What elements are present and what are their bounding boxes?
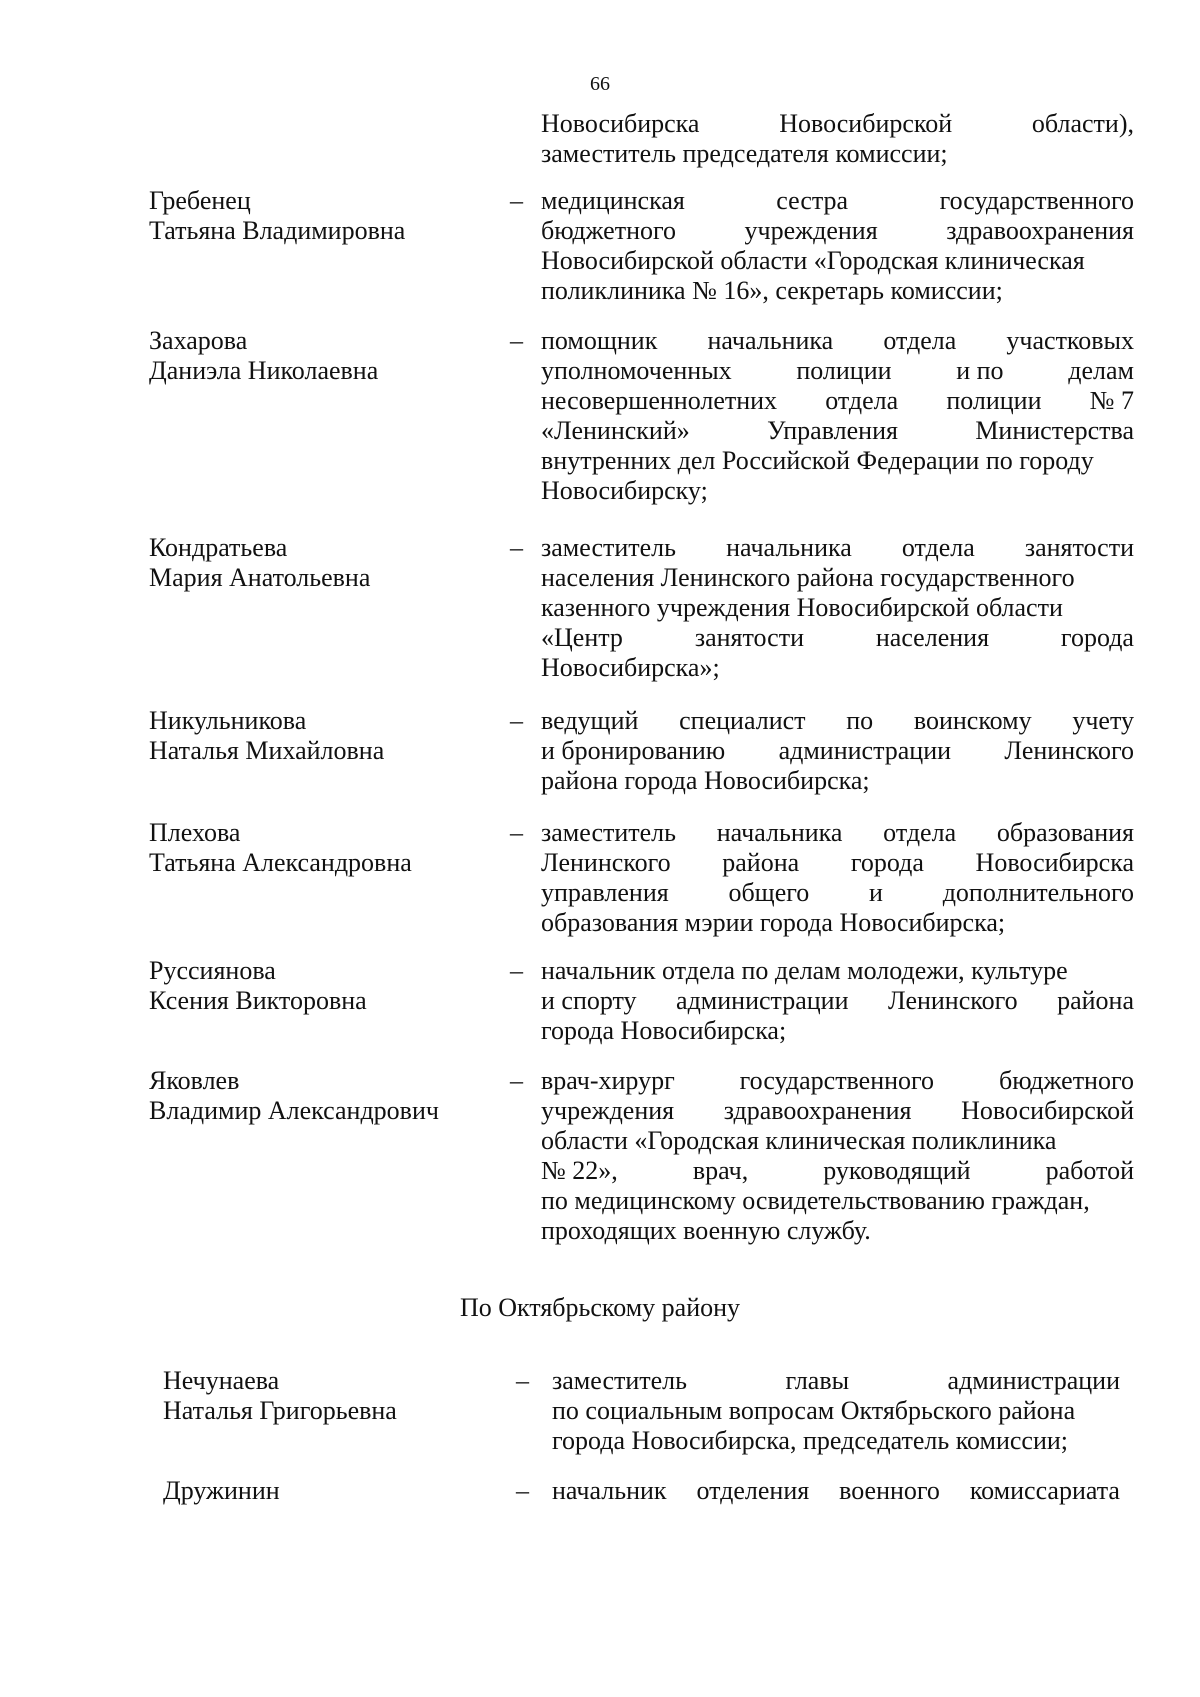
word: Министерства [975, 416, 1134, 445]
text-line [541, 138, 948, 170]
word: специалист [679, 706, 806, 735]
text-line [541, 955, 1068, 987]
member-given-names: Татьяна Владимировна [149, 216, 406, 245]
word: № 22», [541, 1156, 618, 1185]
text-line [541, 1095, 1134, 1127]
member-surname: Плехова [149, 818, 241, 847]
word: здравоохранения [946, 216, 1134, 245]
word: здравоохранения [723, 1096, 912, 1125]
text-line [541, 1215, 871, 1247]
word: и спорту [541, 986, 637, 1015]
word: «Ленинский» [541, 416, 690, 445]
word: города [1060, 623, 1134, 652]
text-line [541, 415, 1134, 447]
text-line [541, 1015, 786, 1047]
word: начальника [716, 818, 843, 847]
word: отдела [883, 326, 957, 355]
word: сестра [776, 186, 849, 215]
member-surname: Захарова [149, 326, 248, 355]
word: района города Новосибирска; [541, 766, 870, 795]
section-heading: По Октябрьскому району [459, 1293, 741, 1322]
word: военного [839, 1476, 940, 1505]
word: отдела [825, 386, 899, 415]
word: области «Городская клиническая поликлиника [541, 1126, 1057, 1155]
word: администрации [676, 986, 849, 1015]
word: № 7 [1089, 386, 1134, 415]
word: населения Ленинского района государственного [541, 563, 1075, 592]
text-line [541, 1125, 1056, 1157]
member-surname: Никульникова [149, 706, 307, 735]
text-line [541, 385, 1134, 417]
text-line [541, 985, 1134, 1017]
word: ведущий [541, 706, 639, 735]
word: администрации [778, 736, 952, 765]
word: и [869, 878, 883, 907]
text-line [541, 562, 1075, 594]
member-surname: Кондратьева [149, 533, 288, 562]
text-line [541, 275, 1003, 307]
member-surname: Яковлев [149, 1066, 240, 1095]
text-line [541, 1185, 1090, 1217]
word: бюджетного [998, 1066, 1134, 1095]
word: поликлиника № 16», секретарь комиссии; [541, 276, 1003, 305]
dash-separator: – [510, 533, 523, 562]
word: дополнительного [942, 878, 1134, 907]
word: уполномоченных [541, 356, 732, 385]
text-line [541, 1065, 1134, 1097]
word: администрации [947, 1366, 1120, 1395]
word: Новосибирской области «Городская клиническая [541, 246, 1085, 275]
word: учету [1072, 706, 1134, 735]
text-line [541, 765, 870, 797]
word: Ленинского [887, 986, 1018, 1015]
word: Новосибирска [541, 109, 700, 138]
member-given-names: Татьяна Александровна [149, 848, 412, 877]
dash-separator: – [510, 186, 523, 215]
word: комиссариата [969, 1476, 1120, 1505]
dash-separator: – [510, 326, 523, 355]
word: учреждения [541, 1096, 675, 1125]
word: помощник [541, 326, 658, 355]
page-number: 66 [590, 73, 610, 95]
word: Новосибирска»; [541, 653, 720, 682]
word: работой [1045, 1156, 1134, 1185]
word: Управления [767, 416, 898, 445]
member-given-names: Ксения Викторовна [149, 986, 367, 1015]
word: образования [996, 818, 1134, 847]
text-line [552, 1395, 1075, 1427]
word: занятости [694, 623, 804, 652]
word: образования мэрии города Новосибирска; [541, 908, 1006, 937]
word: города Новосибирска, председатель комиссии; [552, 1426, 1069, 1455]
text-line [541, 355, 1134, 387]
word: и бронированию [541, 736, 726, 765]
text-line [541, 847, 1134, 879]
word: государственного [939, 186, 1134, 215]
word: участковых [1006, 326, 1134, 355]
dash-separator: – [510, 1066, 523, 1095]
text-line [541, 245, 1085, 277]
word: Новосибирской [779, 109, 953, 138]
word: государственного [739, 1066, 935, 1095]
word: казенного учреждения Новосибирской области [541, 593, 1063, 622]
word: проходящих военную службу. [541, 1216, 871, 1245]
word: главы [785, 1366, 850, 1395]
text-line [552, 1365, 1120, 1397]
text-line [552, 1475, 1120, 1507]
member-given-names: Владимир Александрович [149, 1096, 439, 1125]
word: врач, [692, 1156, 749, 1185]
word: занятости [1024, 533, 1134, 562]
word: отделения [696, 1476, 810, 1505]
text-line [552, 1425, 1068, 1457]
text-line [541, 735, 1134, 767]
word: медицинская [541, 186, 685, 215]
text-line [541, 445, 1094, 477]
word: бюджетного [541, 216, 677, 245]
word: населения [875, 623, 990, 652]
word: «Центр [541, 623, 623, 652]
text-line [541, 817, 1134, 849]
text-line [541, 475, 708, 507]
word: воинскому [913, 706, 1032, 735]
word: управления [541, 878, 669, 907]
word: начальник отдела по делам молодежи, культуре [541, 956, 1068, 985]
word: заместитель председателя комиссии; [541, 139, 948, 168]
word: отдела [883, 818, 957, 847]
word: района [1057, 986, 1134, 1015]
word: по [846, 706, 874, 735]
member-given-names: Мария Анатольевна [149, 563, 371, 592]
word: заместитель [541, 818, 677, 847]
text-line [541, 907, 1005, 939]
word: начальник [552, 1476, 667, 1505]
dash-separator: – [516, 1476, 529, 1505]
word: Новосибирской [961, 1096, 1134, 1125]
member-given-names: Наталья Михайловна [149, 736, 385, 765]
text-line [541, 705, 1134, 737]
text-line [541, 652, 720, 684]
member-given-names: Наталья Григорьевна [163, 1396, 397, 1425]
text-line [541, 325, 1134, 357]
word: учреждения [744, 216, 878, 245]
word: отдела [901, 533, 975, 562]
word: заместитель [552, 1366, 688, 1395]
word: района [722, 848, 800, 877]
dash-separator: – [510, 956, 523, 985]
dash-separator: – [510, 818, 523, 847]
word: врач-хирург [541, 1066, 675, 1095]
word: начальника [726, 533, 852, 562]
text-line [541, 1155, 1134, 1187]
dash-separator: – [510, 706, 523, 735]
word: и по [956, 356, 1004, 385]
member-surname: Дружинин [163, 1476, 280, 1505]
word: города [850, 848, 924, 877]
member-given-names: Даниэла Николаевна [149, 356, 379, 385]
text-line [541, 215, 1134, 247]
word: общего [728, 878, 810, 907]
member-surname: Гребенец [149, 186, 251, 215]
word: Новосибирска [975, 848, 1134, 877]
word: внутренних дел Российской Федерации по городу [541, 446, 1094, 475]
word: заместитель [541, 533, 677, 562]
text-line [541, 185, 1134, 217]
dash-separator: – [516, 1366, 529, 1395]
word: по социальным вопросам Октябрьского района [552, 1396, 1076, 1425]
word: руководящий [823, 1156, 971, 1185]
word: полиции [796, 356, 892, 385]
word: полиции [946, 386, 1042, 415]
word: Новосибирску; [541, 476, 708, 505]
word: несовершеннолетних [541, 386, 778, 415]
word: делам [1068, 356, 1134, 385]
member-surname: Руссиянова [149, 956, 276, 985]
member-surname: Нечунаева [163, 1366, 280, 1395]
text-line [541, 532, 1134, 564]
word: начальника [707, 326, 834, 355]
text-line [541, 592, 1063, 624]
word: области), [1031, 109, 1134, 138]
text-line [541, 108, 1134, 140]
word: Ленинского [1004, 736, 1134, 765]
text-line [541, 877, 1134, 909]
text-line [541, 622, 1134, 654]
word: города Новосибирска; [541, 1016, 787, 1045]
word: по медицинскому освидетельствованию граждан, [541, 1186, 1090, 1215]
word: Ленинского [541, 848, 671, 877]
